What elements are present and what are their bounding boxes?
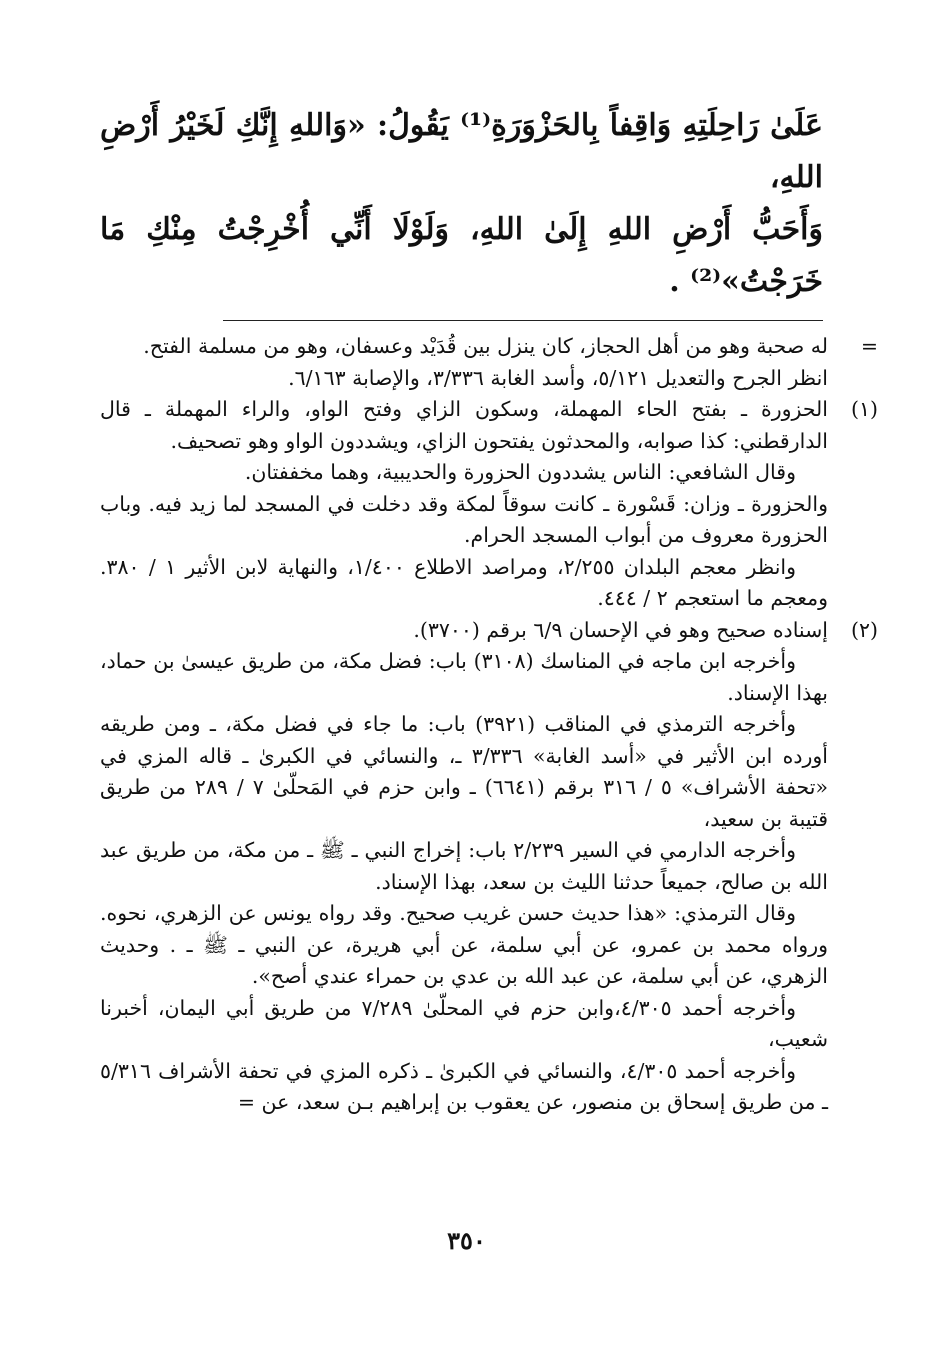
footnote-paragraph: إسناده صحيح وهو في الإحسان ٦/٩ برقم (٣٧٠٠). — [413, 617, 828, 642]
footnote-paragraph: وأخرجه أحمد ٤/٣٠٥،وابن حزم في المحلّىٰ ٧/٢٨٩ من طريق أبي اليمان، أخبرنا شعيب، — [100, 995, 828, 1051]
footnote-paragraph: وأخرجه الترمذي في المناقب (٣٩٢١) باب: ما جاء في فضل مكة، ـ ومن طريقه أورده ابن الأثير في «أسد الغابة» ٣/٣٣٦ ـ، والنسائي في الكبرىٰ ـ قاله المزي في «تحفة الأشراف» ٥ / ٣١٦ برقم (٦٦٤١) ـ وابن حزم في المَحلّىٰ ٧ / ٢٨٩ من طريق قتيبة بن سعيد، — [100, 712, 828, 831]
footnote-paragraph: وقال الترمذي: «هذا حديث حسن غريب صحيح. وقد رواه يونس عن الزهري، نحوه. ورواه محمد بن عمرو، عن أبي سلمة، عن أبي هريرة، عن النبي ـ ﷺ ـ . وحديث الزهري، عن أبي سلمة، عن عبد الله بن عدي بن حمراء عندي أصح». — [100, 901, 828, 988]
footnote-paragraph: وأخرجه أحمد ٤/٣٠٥، والنسائي في الكبرىٰ ـ ذكره المزي في تحفة الأشراف ٥/٣١٦ ـ من طريق إسحاق بن منصور، عن يعقوب بن إبراهيم بـن سعد، عن = — [100, 1058, 828, 1114]
main-text-line-2: وَأَحَبُّ أَرْضِ اللهِ إِلَىٰ اللهِ، وَلَوْلَا أَنِّي أُخْرِجْتُ مِنْكِ مَا خَرَجْتُ»⁽²⁾ . — [100, 212, 823, 299]
footnote-paragraph: الحزورة ـ بفتح الحاء المهملة، وسكون الزاي وفتح الواو، والراء المهملة ـ قال الدارقطني: كذا صوابه، والمحدثون يفتحون الزاي، ويشددون الواو وهو تصحيف. — [100, 397, 828, 453]
footnote-paragraph: وانظر معجم البلدان ٢/٢٥٥، ومراصد الاطلاع ١/٤٠٠، والنهاية لابن الأثير ١ / ٣٨٠. ومعجم ما استعجم ٢ / ٤٤٤. — [100, 554, 828, 610]
footnote-paragraph: والحزورة ـ وزان: قَسْورة ـ كانت سوقاً لمكة وقد دخلت في المسجد لما زيد فيه. وباب الحزورة معروف من أبواب المسجد الحرام. — [100, 491, 828, 547]
footnote-continuation — [100, 331, 878, 394]
footnotes — [100, 331, 878, 1119]
footnote-continuation-mark: = — [860, 334, 878, 358]
footnote-1 — [100, 394, 878, 615]
hadith-main-text — [100, 100, 823, 308]
footnote-2 — [100, 615, 878, 1119]
footnote-2-mark: (٢) — [850, 617, 878, 642]
footnote-paragraph: وأخرجه الدارمي في السير ٢/٢٣٩ باب: إخراج النبي ـ ﷺ ـ من مكة، من طريق عبد الله بن صالح، جميعاً حدثنا الليث بن سعد، بهذا الإسناد. — [100, 838, 828, 894]
footnote-paragraph: وقال الشافعي: الناس يشددون الحزورة والحديبية، وهما مخففتان. — [244, 460, 796, 484]
main-text-line-1: عَلَىٰ رَاحِلَتِهِ وَاقِفاً بِالحَزْوَرَةِ⁽¹⁾ يَقُولُ: «وَاللهِ إِنَّكِ لَخَيْرُ أَرْضِ اللهِ، — [100, 108, 824, 195]
page-number: ٣٥٠ — [447, 1226, 486, 1255]
footnote-1-mark: (١) — [850, 397, 878, 421]
footnote-continuation-line: انظر الجرح والتعديل ٥/١٢١، وأسد الغابة ٣/٣٣٦، والإصابة ٦/١٦٣. — [288, 365, 828, 390]
footnote-paragraph: وأخرجه ابن ماجه في المناسك (٣١٠٨) باب: فضل مكة، من طريق عيسىٰ بن حماد، بهذا الإسناد. — [100, 649, 828, 705]
footnote-continuation-line: له صحبة وهو من أهل الحجاز، كان ينزل بين قُدَيْد وعسفان، وهو من مسلمة الفتح. — [143, 334, 828, 358]
footnote-separator — [223, 320, 823, 321]
